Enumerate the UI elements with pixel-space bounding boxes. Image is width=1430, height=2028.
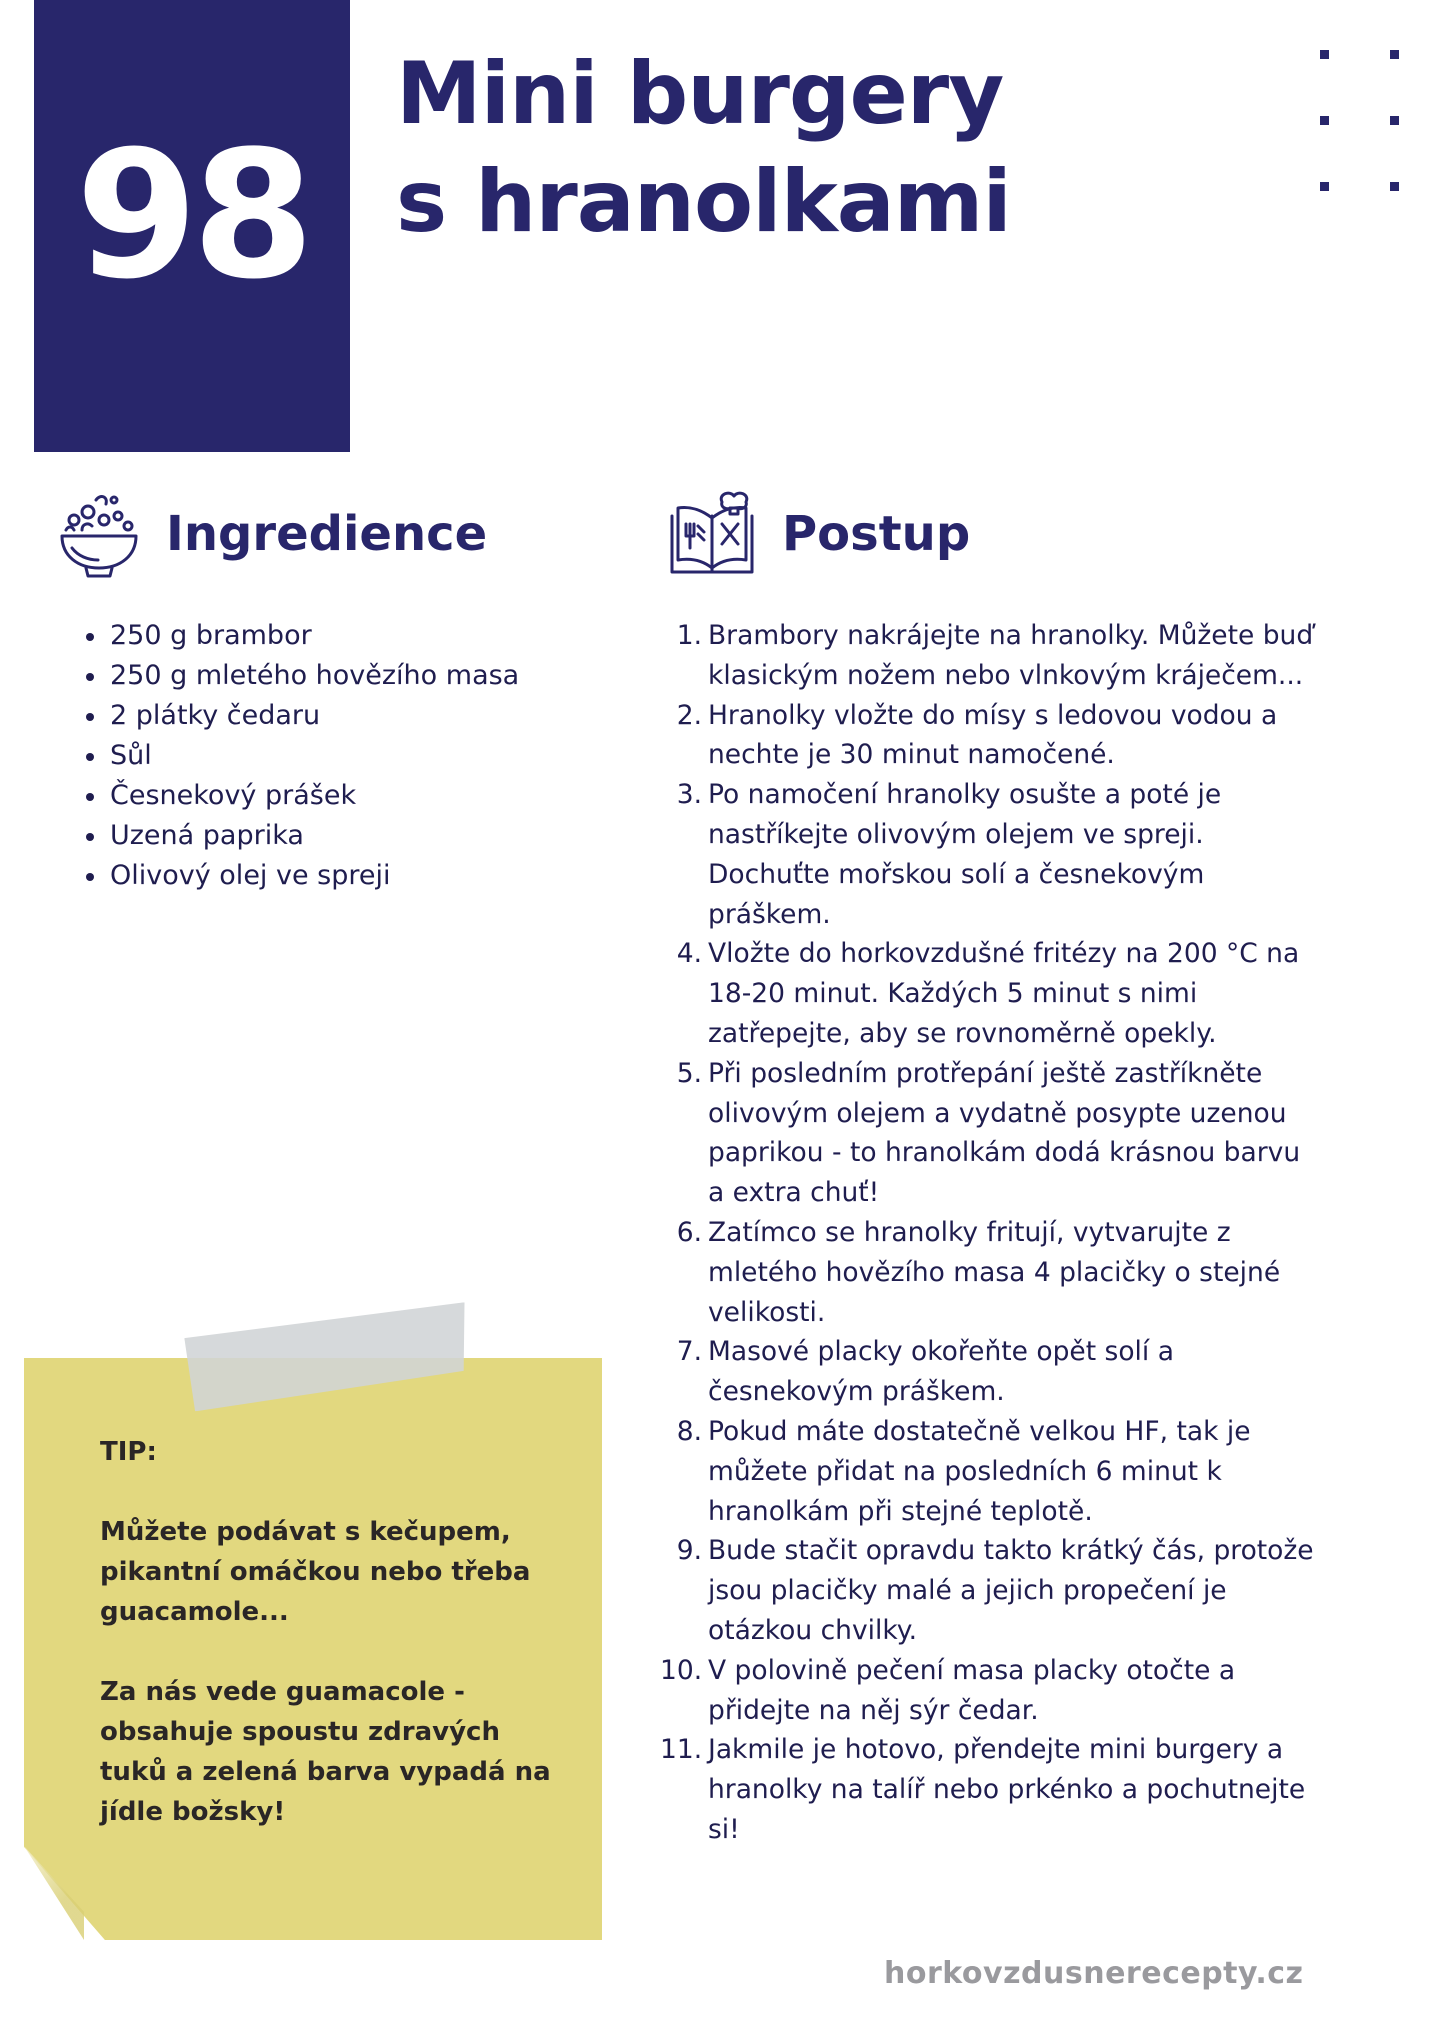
step-item	[660, 1213, 1320, 1332]
recipe-title	[396, 40, 1011, 256]
tip-paragraph-2: Za nás vede guamacole - obsahuje spoustu zdravých tuků a zelená barva vypadá na jídle božsky!	[100, 1677, 551, 1827]
step-text: Brambory nakrájejte na hranolky. Můžete buď klasickým nožem nebo vlnkovým kráječem...	[708, 620, 1314, 691]
step-number: 7.	[676, 1336, 702, 1368]
step-number: 6.	[676, 1216, 702, 1248]
list-item: Olivový olej ve spreji	[80, 856, 519, 896]
step-text: Jakmile je hotovo, přendejte mini burgery a hranolky na talíř nebo prkénko a pochutnejte si!	[708, 1734, 1306, 1845]
salad-bowl-icon	[58, 490, 140, 578]
step-number: 3.	[676, 779, 702, 811]
step-item	[660, 1651, 1320, 1731]
steps-list	[660, 616, 1320, 1850]
website-link[interactable]: horkovzdusnerecepty.cz	[884, 1956, 1304, 1991]
steps-header	[668, 490, 970, 578]
list-item: 250 g mletého hovězího masa	[80, 656, 519, 696]
step-text: Při posledním protřepání ještě zastříkněte olivovým olejem a vydatně posypte uzenou paprikou - to hranolkám dodá krásnou barvu a extra chuť!	[708, 1057, 1301, 1209]
step-text: Pokud máte dostatečně velkou HF, tak je můžete přidat na posledních 6 minut k hranolkám při stejné teplotě.	[708, 1415, 1251, 1527]
ingredients-list	[80, 616, 519, 896]
list-item: Uzená paprika	[80, 816, 519, 856]
ingredients-heading: Ingredience	[166, 506, 488, 562]
step-text: Po namočení hranolky osušte a poté je nastříkejte olivovým olejem ve spreji. Dochuťte mořskou solí a česnekovým práškem.	[708, 779, 1222, 930]
step-item	[660, 696, 1320, 776]
recipe-number: 98	[75, 113, 309, 318]
step-text: Bude stačit opravdu takto krátký čás, protože jsou placičky malé a jejich propečení je otázkou chvilky.	[708, 1535, 1314, 1646]
step-item	[660, 616, 1320, 696]
list-item: Česnekový prášek	[80, 776, 519, 816]
step-number: 1.	[676, 620, 702, 651]
recipe-book-icon	[668, 490, 756, 578]
list-item: Sůl	[80, 736, 519, 776]
step-item	[660, 775, 1320, 934]
tip-paragraph-1: Můžete podávat s kečupem, pikantní omáčkou nebo třeba guacamole...	[100, 1517, 531, 1627]
recipe-number-block	[34, 0, 350, 452]
step-number: 2.	[676, 699, 702, 731]
tip-content	[100, 1432, 560, 1832]
list-item: 250 g brambor	[80, 616, 519, 656]
recipe-title-line2: s hranolkami	[396, 152, 1011, 252]
step-item	[660, 1332, 1320, 1412]
step-text: Vložte do horkovzdušné fritézy na 200 °C na 18-20 minut. Každých 5 minut s nimi zatřepejte, aby se rovnoměrně opekly.	[708, 938, 1300, 1049]
step-item	[660, 1730, 1320, 1849]
step-item	[660, 1054, 1320, 1213]
step-text: Zatímco se hranolky fritují, vytvarujte z mletého hovězího masa 4 placičky o stejné velikosti.	[708, 1216, 1281, 1328]
step-item	[660, 934, 1320, 1053]
ingredients-header	[58, 490, 487, 578]
step-item	[660, 1531, 1320, 1650]
step-text: Hranolky vložte do mísy s ledovou vodou a nechte je 30 minut namočené.	[708, 699, 1278, 771]
step-number: 10.	[660, 1654, 703, 1686]
recipe-title-line1: Mini burgery	[396, 44, 1004, 144]
step-number: 8.	[676, 1415, 702, 1447]
step-text: Masové placky okořeňte opět solí a česnekovým práškem.	[708, 1336, 1174, 1408]
step-text: V polovině pečení masa placky otočte a přidejte na něj sýr čedar.	[708, 1654, 1236, 1726]
step-number: 9.	[676, 1535, 702, 1567]
steps-heading: Postup	[782, 506, 971, 562]
step-number: 5.	[676, 1057, 702, 1089]
step-item	[660, 1412, 1320, 1531]
step-number: 11.	[660, 1734, 703, 1766]
list-item: 2 plátky čedaru	[80, 696, 519, 736]
step-number: 4.	[676, 938, 702, 970]
tip-label: TIP:	[100, 1437, 157, 1467]
